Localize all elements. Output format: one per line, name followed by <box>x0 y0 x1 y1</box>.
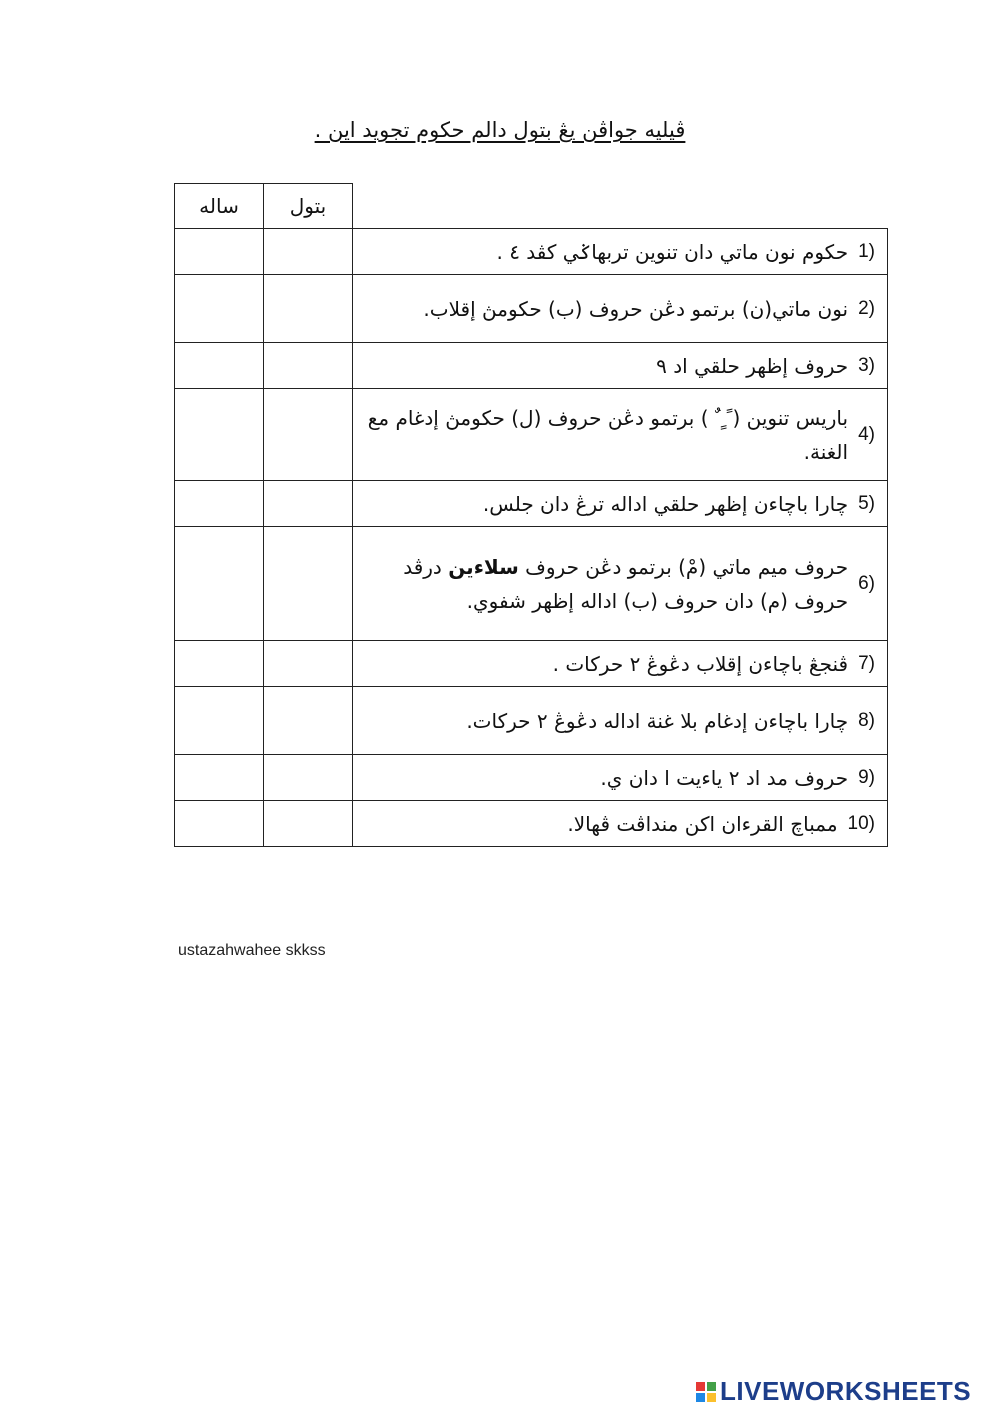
answer-false-7[interactable] <box>175 641 264 687</box>
question-text: حروف مد اد ٢ ياءيت ا دان ي. <box>600 765 849 790</box>
liveworksheets-logo-icon <box>696 1382 716 1402</box>
table-row <box>175 343 888 389</box>
header-blank <box>353 184 888 229</box>
question-number: (4 <box>858 423 875 445</box>
answer-true-10[interactable] <box>264 801 353 847</box>
question-text: چارا باچاءن إدغام بلا غنة اداله دڠوڠ ٢ حرکات. <box>466 708 849 733</box>
question-cell <box>353 801 888 847</box>
logo-square <box>696 1382 705 1391</box>
question-text: چارا باچاءن إظهر حلقي اداله ترڠ دان جلس. <box>482 491 849 516</box>
author-credit: ustazahwahee skkss <box>178 942 326 959</box>
question-text-part: درڤد حروف (م) دان حروف (ب) اداله إظهر شفوي. <box>403 554 849 613</box>
question-number: (5 <box>858 492 875 514</box>
table-row <box>175 801 888 847</box>
question-cell <box>353 481 888 527</box>
quiz-table <box>174 183 888 847</box>
question-cell <box>353 641 888 687</box>
question-number: (1 <box>858 240 875 262</box>
question-number: (8 <box>858 709 875 731</box>
question-number: (10 <box>847 812 875 834</box>
answer-false-1[interactable] <box>175 229 264 275</box>
question-number: (7 <box>858 652 875 674</box>
answer-true-8[interactable] <box>264 687 353 755</box>
question-text: باريس تنوين ( ً ٍ ٌ ) برتمو دڠن حروف (ل) حکومڽ إدغام مع الغنة. <box>367 405 849 464</box>
answer-false-9[interactable] <box>175 755 264 801</box>
question-text: حروف إظهر حلقي اد ٩ <box>656 353 849 378</box>
question-text <box>359 550 848 618</box>
question-number: (6 <box>858 572 875 594</box>
answer-false-8[interactable] <box>175 687 264 755</box>
question-cell <box>353 755 888 801</box>
question-cell <box>353 275 888 343</box>
question-text: نون ماتي(ن) برتمو دڠن حروف (ب) حکومڽ إقلاب. <box>423 296 849 321</box>
table-row <box>175 229 888 275</box>
answer-true-5[interactable] <box>264 481 353 527</box>
logo-square <box>707 1382 716 1391</box>
table-row <box>175 641 888 687</box>
answer-false-3[interactable] <box>175 343 264 389</box>
table-row <box>175 481 888 527</box>
question-text: ممباچ القرءان اکن منداڤت ڤهالا. <box>567 811 838 836</box>
answer-true-4[interactable] <box>264 389 353 481</box>
answer-false-6[interactable] <box>175 527 264 641</box>
table-row <box>175 755 888 801</box>
table-header-row <box>175 184 888 229</box>
answer-true-6[interactable] <box>264 527 353 641</box>
question-text-bold: سلاءين <box>448 554 519 579</box>
question-cell <box>353 527 888 641</box>
answer-true-1[interactable] <box>264 229 353 275</box>
question-number: (9 <box>858 766 875 788</box>
worksheet-title: ڤيليه جواڤن يڠ بتول دالم حکوم تجويد اين . <box>314 118 686 142</box>
logo-square <box>696 1393 705 1402</box>
table-row <box>175 389 888 481</box>
answer-false-5[interactable] <box>175 481 264 527</box>
liveworksheets-logo <box>696 1376 971 1407</box>
question-number: (3 <box>858 354 875 376</box>
table-row <box>175 687 888 755</box>
logo-text: LIVEWORKSHEETS <box>720 1376 972 1406</box>
logo-square <box>707 1393 716 1402</box>
table-row <box>175 275 888 343</box>
answer-false-2[interactable] <box>175 275 264 343</box>
question-cell <box>353 229 888 275</box>
header-false: ساله <box>175 184 264 229</box>
header-true: بتول <box>264 184 353 229</box>
answer-true-9[interactable] <box>264 755 353 801</box>
question-cell <box>353 343 888 389</box>
question-text: حکوم نون ماتي دان تنوين تربهاݢي کڤد ٤ . <box>496 239 849 264</box>
answer-true-3[interactable] <box>264 343 353 389</box>
question-number: (2 <box>858 297 875 319</box>
question-cell <box>353 687 888 755</box>
answer-false-10[interactable] <box>175 801 264 847</box>
table-row <box>175 527 888 641</box>
question-text: ڤنجڠ باچاءن إقلاب دڠوڠ ٢ حرکات . <box>552 651 849 676</box>
question-text-part: حروف ميم ماتي (مْ) برتمو دڠن حروف <box>525 554 849 579</box>
answer-true-7[interactable] <box>264 641 353 687</box>
answer-false-4[interactable] <box>175 389 264 481</box>
question-cell <box>353 389 888 481</box>
answer-true-2[interactable] <box>264 275 353 343</box>
